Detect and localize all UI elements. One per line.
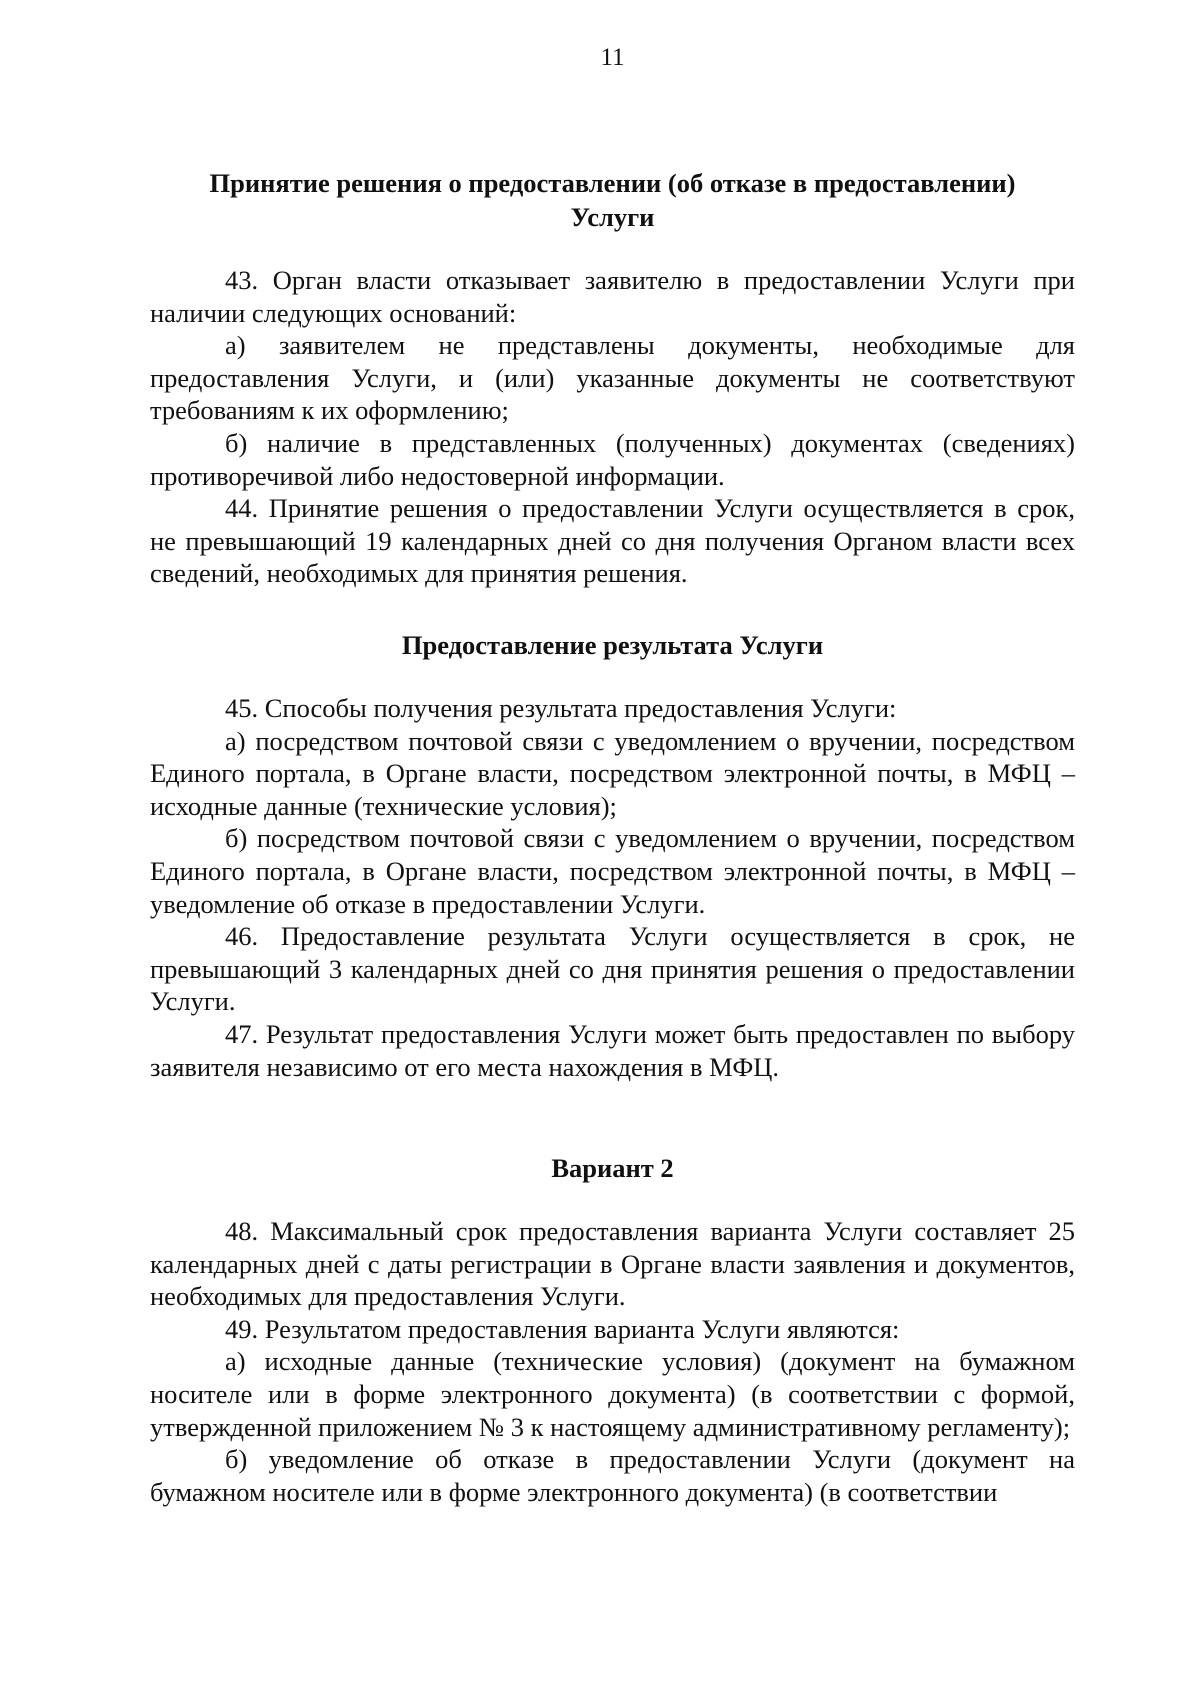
paragraph: 46. Предоставление результата Услуги осуществляется в срок, не превышающий 3 календарных дней со дня принятия решения о предоставлении Услуги. bbox=[150, 921, 1075, 1017]
section-heading bbox=[150, 628, 1075, 662]
heading-line: Принятие решения о предоставлении (об отказе в предоставлении) bbox=[209, 168, 1016, 198]
section-decision bbox=[150, 166, 1075, 590]
paragraph: 44. Принятие решения о предоставлении Услуги осуществляется в срок, не превышающий 19 календарных дней со дня получения Органом власти всех сведений, необходимых для принятия решения. bbox=[150, 493, 1075, 589]
paragraph: 47. Результат предоставления Услуги может быть предоставлен по выбору заявителя независимо от его места нахождения в МФЦ. bbox=[150, 1018, 1075, 1082]
section-result bbox=[150, 628, 1075, 1083]
section-heading bbox=[150, 1151, 1075, 1185]
paragraph: а) заявителем не представлены документы, необходимые для предоставления Услуги, и (или) указанные документы не соответствуют требованиям к их оформлению; bbox=[150, 330, 1075, 426]
heading-line: Предоставление результата Услуги bbox=[401, 630, 824, 660]
paragraph: 48. Максимальный срок предоставления варианта Услуги составляет 25 календарных дней с даты регистрации в Органе власти заявления и документов, необходимых для предоставления Услуги. bbox=[150, 1216, 1075, 1312]
heading-line: Услуги bbox=[570, 202, 655, 232]
paragraph: б) уведомление об отказе в предоставлении Услуги (документ на бумажном носителе или в форме электронного документа) (в соответствии bbox=[150, 1444, 1075, 1507]
paragraph: б) посредством почтовой связи с уведомлением о вручении, посредством Единого портала, в Органе власти, посредством электронной почты, в МФЦ – уведомление об отказе в предоставлении Услуги. bbox=[150, 823, 1075, 919]
section-variant-2 bbox=[150, 1151, 1075, 1508]
paragraph: а) посредством почтовой связи с уведомлением о вручении, посредством Единого портала, в Органе власти, посредством электронной почты, в МФЦ – исходные данные (технические условия); bbox=[150, 725, 1075, 821]
paragraph: б) наличие в представленных (полученных) документах (сведениях) противоречивой либо недостоверной информации. bbox=[150, 427, 1075, 491]
paragraph: а) исходные данные (технические условия) (документ на бумажном носителе или в форме электронного документа) (в соответствии с формой, утвержденной приложением № 3 к настоящему административному регламенту); bbox=[150, 1346, 1075, 1442]
paragraph: 49. Результатом предоставления варианта Услуги являются: bbox=[225, 1313, 900, 1344]
heading-line: Вариант 2 bbox=[551, 1153, 674, 1183]
section-heading bbox=[150, 166, 1075, 234]
paragraph: 45. Способы получения результата предоставления Услуги: bbox=[225, 693, 897, 723]
page-number: 11 bbox=[600, 44, 625, 71]
paragraph: 43. Орган власти отказывает заявителю в предоставлении Услуги при наличии следующих оснований: bbox=[150, 265, 1075, 328]
